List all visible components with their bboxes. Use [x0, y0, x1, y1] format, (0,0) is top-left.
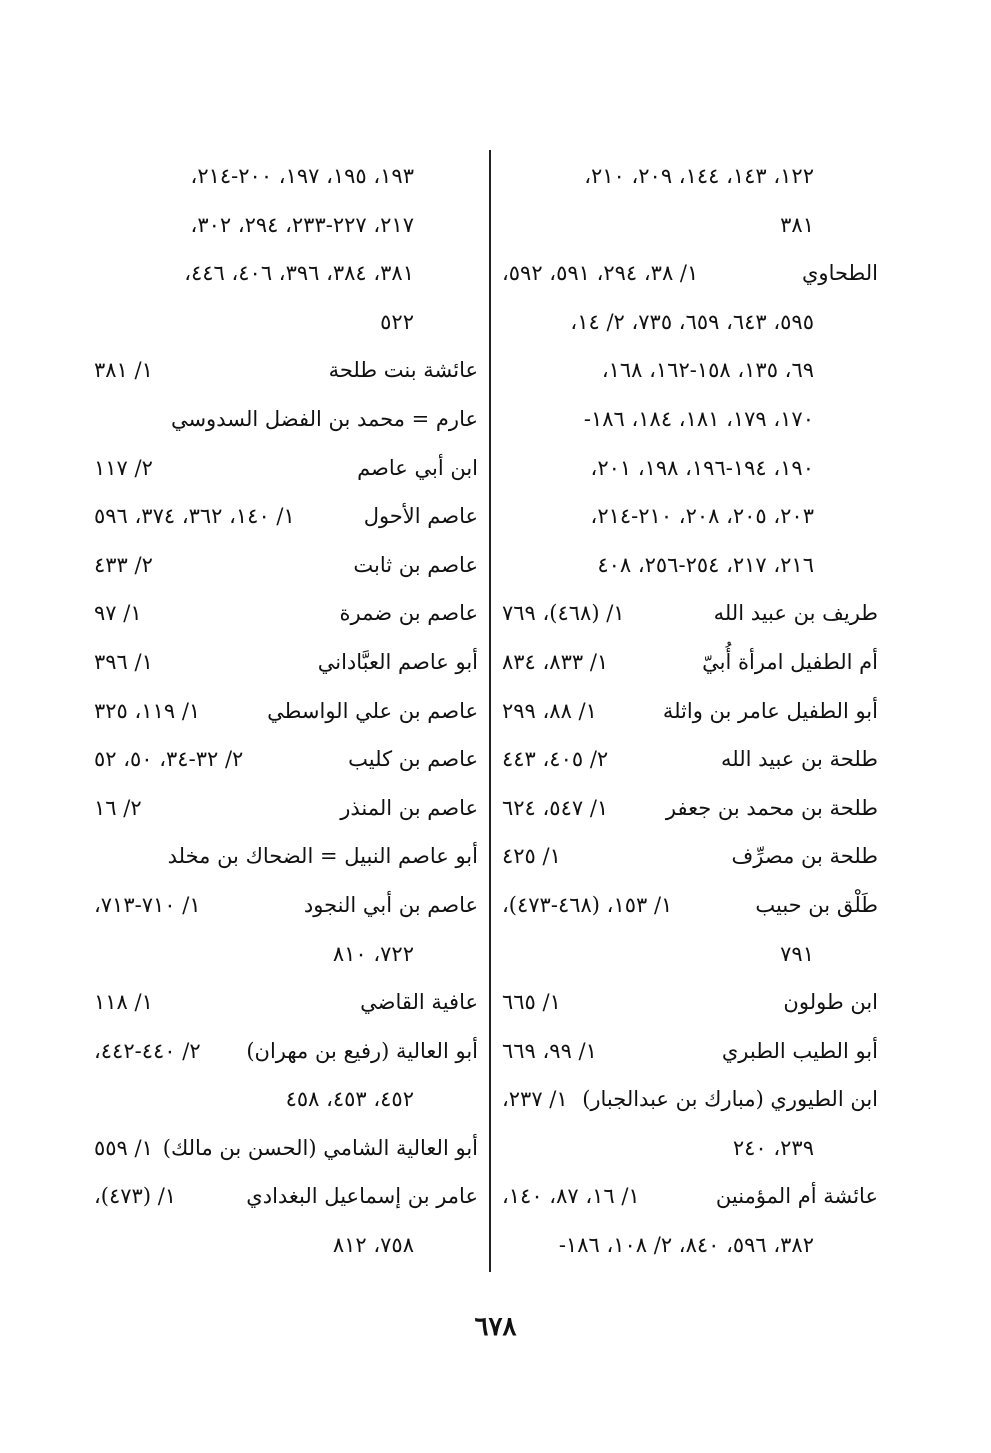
entry-name: أبو العالية (رفيع بن مهران): [246, 1038, 478, 1063]
continuation-line: ١٩٣، ١٩٥، ١٩٧، ٢٠٠-٢١٤،: [190, 164, 414, 188]
entry-references: ١/ ٥٥٩: [94, 1135, 153, 1160]
entry-name: طلحة بن عبيد الله: [720, 747, 878, 772]
entry-references: ١/ ٤٢٥: [502, 844, 561, 869]
entry-references: ١/ ١١٩، ٣٢٥: [94, 698, 201, 723]
continuation-line: ٥٢٢: [380, 309, 414, 334]
entry-name: أبو الطيب الطبري: [721, 1038, 878, 1063]
entry-name: عاصم بن المنذر: [340, 795, 478, 820]
entry-name: أبو الطفيل عامر بن واثلة: [662, 698, 878, 723]
entry-references: ١/ ٥٤٧، ٦٢٤: [502, 795, 609, 820]
entry-references: ١/ ١٦، ٨٧، ١٤٠،: [502, 1184, 640, 1209]
entry-name: الطحاوي: [802, 261, 878, 286]
entry-name: طريف بن عبيد الله: [713, 601, 878, 626]
entry-references: ٢/ ٤٣٣: [94, 552, 153, 577]
entry-references: ١/ ٧١٠-٧١٣،: [94, 892, 201, 917]
entry-name: أم الطفيل امرأة أُبيّ: [702, 649, 878, 674]
continuation-line: ١٩٠، ١٩٤-١٩٦، ١٩٨، ٢٠١،: [590, 455, 814, 480]
entry-references: ١/ (٤٦٨)، ٧٦٩: [502, 601, 625, 626]
index-entry: [94, 346, 478, 395]
entry-references: ١/ ٩٩، ٦٦٩: [502, 1038, 597, 1063]
index-entry: [502, 589, 878, 638]
index-entry: [502, 1075, 878, 1124]
entry-references: ١/ ١٤٠، ٣٦٢، ٣٧٤، ٥٩٦: [94, 504, 295, 529]
index-entry: [502, 687, 878, 736]
entry-references: ١/ ٣٨١: [94, 358, 153, 383]
index-entry: [502, 638, 878, 687]
entry-name: عاصم بن ثابت: [353, 552, 478, 577]
continuation-line: ٢١٧، ٢٢٧-٢٣٣، ٢٩٤، ٣٠٢،: [190, 212, 414, 237]
index-entry: [502, 881, 878, 930]
entry-references: ١/ (٤٧٣)،: [94, 1184, 177, 1209]
entry-references: ١/ ٣٨، ٢٩٤، ٥٩١، ٥٩٢،: [502, 261, 699, 286]
continuation-line: ٤٥٢، ٤٥٣، ٤٥٨: [285, 1087, 414, 1112]
entry-name: عاصم بن كليب: [348, 747, 478, 772]
index-entry: [94, 687, 478, 736]
entry-name: طلحة بن محمد بن جعفر: [665, 795, 878, 820]
entry-name: ابن طولون: [783, 990, 878, 1015]
entry-name: عافية القاضي: [360, 990, 478, 1015]
entry-name: عاصم الأحول: [363, 504, 478, 529]
entry-name: عائشة أم المؤمنين: [715, 1184, 878, 1209]
index-entry: [94, 492, 478, 541]
index-entry: [502, 1172, 878, 1221]
entry-references: ١/ ١٥٣، (٤٦٨-٤٧٣)،: [502, 892, 673, 917]
index-entry: [502, 1027, 878, 1076]
continuation-line: ٦٩، ١٣٥، ١٥٨-١٦٢، ١٦٨،: [601, 358, 814, 383]
entry-references: ١/ ٨٣٣، ٨٣٤: [502, 649, 609, 674]
entry-references: ٢/ ٤٤٠-٤٤٢،: [94, 1038, 201, 1063]
continuation-line: ٥٩٥، ٦٤٣، ٦٥٩، ٧٣٥، ٢/ ١٤،: [570, 309, 814, 334]
continuation-line: ٢٣٩، ٢٤٠: [732, 1135, 814, 1160]
entry-name: عارم = محمد بن الفضل السدوسي: [170, 406, 478, 431]
index-entry: [94, 589, 478, 638]
index-entry: [94, 1172, 478, 1221]
entry-name: عامر بن إسماعيل البغدادي: [246, 1184, 478, 1209]
index-entry: [94, 978, 478, 1027]
entry-name: ابن أبي عاصم: [357, 455, 478, 480]
entry-references: ١/ ١١٨: [94, 990, 153, 1015]
continuation-line: ٣٨١، ٣٨٤، ٣٩٦، ٤٠٦، ٤٤٦،: [184, 261, 414, 286]
index-entry: [94, 638, 478, 687]
index-entry: [94, 541, 478, 590]
index-entry: [94, 444, 478, 493]
entry-references: ١/ ٣٩٦: [94, 649, 153, 674]
index-entry: [94, 784, 478, 833]
entry-name: ابن الطيوري (مبارك بن عبدالجبار): [582, 1087, 878, 1112]
page-number: ٦٧٨: [474, 1312, 517, 1342]
entry-references: ٢/ ٣٢-٣٤، ٥٠، ٥٢: [94, 747, 244, 772]
index-entry: [502, 784, 878, 833]
right-column: [502, 152, 878, 1270]
index-entry: [94, 735, 478, 784]
index-entry: [502, 978, 878, 1027]
entry-name: عاصم بن علي الواسطي: [267, 698, 478, 723]
index-entry: [502, 735, 878, 784]
continuation-line: ٣٨١: [780, 212, 814, 237]
entry-name: أبو عاصم العبَّاداني: [317, 649, 478, 674]
continuation-line: ٢٠٣، ٢٠٥، ٢٠٨، ٢١٠-٢١٤،: [590, 504, 814, 529]
entry-name: عاصم بن ضمرة: [339, 601, 478, 626]
entry-name: أبو عاصم النبيل = الضحاك بن مخلد: [167, 844, 478, 869]
continuation-line: ١٢٢، ١٤٣، ١٤٤، ٢٠٩، ٢١٠،: [584, 164, 814, 188]
entry-references: ١/ ٩٧: [94, 601, 142, 626]
index-entry: [502, 249, 878, 298]
continuation-line: ٧٩١: [780, 941, 814, 966]
entry-references: ١/ ٨٨، ٢٩٩: [502, 698, 597, 723]
column-divider: [489, 150, 491, 1272]
entry-name: عاصم بن أبي النجود: [303, 892, 478, 917]
index-entry: [94, 832, 478, 881]
entry-references: ١/ ٦٦٥: [502, 990, 561, 1015]
continuation-line: ٧٥٨، ٨١٢: [332, 1233, 414, 1258]
entry-name: طلحة بن مصرِّف: [731, 844, 878, 869]
index-entry: [502, 832, 878, 881]
continuation-line: ١٧٠، ١٧٩، ١٨١، ١٨٤، ١٨٦-: [583, 406, 814, 431]
index-entry: [94, 1124, 478, 1173]
continuation-line: ٧٢٢، ٨١٠: [332, 941, 414, 966]
entry-references: ٢/ ١١٧: [94, 455, 153, 480]
entry-references: ٢/ ٤٠٥، ٤٤٣: [502, 747, 609, 772]
continuation-line: ٢١٦، ٢١٧، ٢٥٤-٢٥٦، ٤٠٨: [597, 552, 814, 577]
left-column: [94, 152, 478, 1270]
index-entry: [94, 1027, 478, 1076]
index-entry: [94, 881, 478, 930]
entry-name: أبو العالية الشامي (الحسن بن مالك): [162, 1135, 478, 1160]
entry-references: ٢/ ١٦: [94, 795, 142, 820]
entry-name: طَلْق بن حبيب: [755, 892, 878, 917]
entry-references: ١/ ٢٣٧،: [502, 1087, 568, 1112]
continuation-line: ٣٨٢، ٥٩٦، ٨٤٠، ٢/ ١٠٨، ١٨٦-: [558, 1233, 814, 1258]
entry-name: عائشة بنت طلحة: [328, 358, 478, 383]
index-entry: [94, 395, 478, 444]
